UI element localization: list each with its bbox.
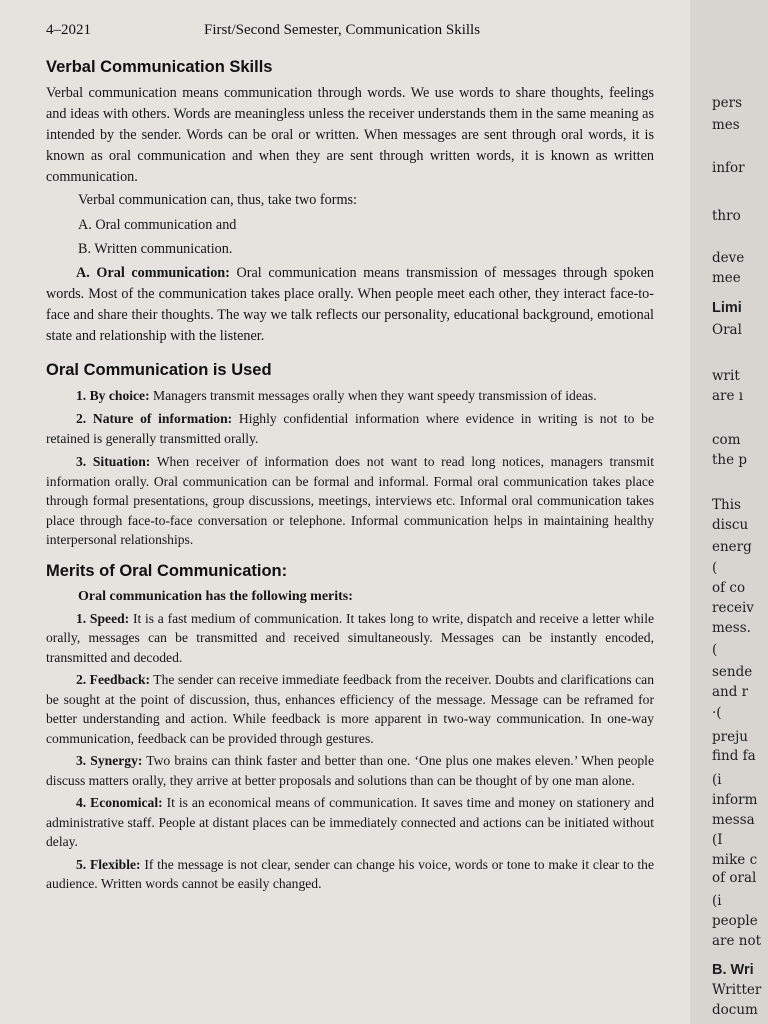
right-page-fragment: mes [712,117,740,133]
merit-item-label: 3. Synergy: [76,753,143,768]
right-page-fragment: Writter [712,982,762,998]
merit-item-label: 5. Flexible: [76,856,141,872]
merit-item-text: It is a fast medium of communication. It takes long to write, dispatch and receive a letter while orally, messages can be transmitted and received simultaneously. Messages can be instantly encoded, transmitted and decoded. [46,610,654,665]
right-page-fragment: Oral [712,322,742,338]
right-page-fragment: of co [712,580,746,596]
merit-item [46,751,654,790]
right-page-fragment: B. Wri [712,962,754,978]
right-page-fragment: are not [712,933,762,949]
form-a: A. Oral communication and [78,216,237,233]
merit-item-label: 1. Speed: [76,610,130,626]
merit-item-text: It is an economical means of communication. It saves time and money on stationery and administrative staff. People at distant places can be immediately connected and actions can be initiated without delay. [46,795,655,849]
right-page-fragment: pers [712,95,743,111]
used-item-text: When receiver of information does not want to read long notices, managers transmit information orally. Oral communication can be formal and informal. Formal oral communication takes place through formal presentations, group discussions, meetings, interviews etc. Informal oral communication takes place through face-to-face conversation or telephone. Informal communication helps in maintaining healthy interpersonal relationships. [46,454,654,547]
right-page-fragment: of oral [712,870,757,886]
used-item-label: 2. Nature of information: [76,411,233,426]
right-page-fragment: ( [712,642,718,658]
used-item [46,452,654,550]
right-page-fragment: energ [712,539,752,555]
right-page-fragment: and r [712,684,749,700]
right-page-fragment: sende [712,664,753,680]
right-page-fragment: preju [712,729,748,745]
page-content [46,58,654,894]
right-page-fragment: are ı [712,388,744,404]
right-page-fragment: messa [712,812,755,828]
right-page-fragment: receiv [712,600,754,616]
section-heading-merits: Merits of Oral Communication: [46,561,288,580]
right-page-fragment: mess. [712,620,751,636]
right-page-fragment: docum [712,1002,758,1018]
right-page-fragment: This [712,497,741,513]
used-item-label: 3. Situation: [76,454,151,469]
right-page-fragment: mee [712,270,741,286]
section-heading-oral-used: Oral Communication is Used [46,360,272,379]
right-page-fragment: thro [712,208,741,224]
right-page-fragment: inform [712,792,758,808]
merit-item [46,855,654,894]
right-page-fragment: infor [712,160,745,176]
oral-definition-label: A. Oral communication: [76,264,230,281]
intro-paragraph: Verbal communication means communication through words. We use words to share thoughts, feelings and ideas with others. Words are meaningless unless the receiver understands them in the same meaning as intended by the sender. Words can be oral or written. When messages are sent through oral words, it is known as oral communication and when they are sent through written words, it is known as written communication. [46,85,654,185]
right-page-fragment: ·( [712,705,722,721]
used-item [46,386,654,406]
right-page-fragment: deve [712,250,745,266]
section-heading-verbal: Verbal Communication Skills [46,58,273,76]
right-page-fragment: ( [712,560,718,576]
used-item-text: Highly confidential information where evidence in writing is not to be retained is generally transmitted orally. [46,411,654,446]
used-item-text: Managers transmit messages orally when they want speedy transmission of ideas. [149,387,597,403]
oral-definition-text: Oral communication means transmission of messages through spoken words. Most of the communication takes place orally. When people meet each other, they interact face-to- face and share their thoughts. The way we talk reflects our personality, educational background, emotional state and relationship with the listener. [46,264,654,344]
merits-lead: Oral communication has the following merits: [78,588,353,604]
merit-item-text: The sender can receive immediate feedback from the receiver. Doubts and clarifications can be sought at the point of discussion, thus, enhances efficiency of the message. Message can be reframed for better understanding and action. While feedback is more apparent in two-way communication. In one-way communication, feedback can be provided through gestures. [46,672,654,746]
used-item-label: 1. By choice: [76,387,150,403]
merit-item [46,609,654,668]
used-item [46,409,654,448]
page-number: 4–2021 [46,22,91,38]
merit-item [46,793,654,852]
oral-definition [46,263,654,347]
running-title: First/Second Semester, Communication Skills [204,22,481,38]
right-page-fragment: people [712,913,758,929]
right-page-fragment: (i [712,893,722,909]
forms-line: Verbal communication can, thus, take two forms: [78,192,357,208]
right-page-fragment: (i [712,772,722,788]
merit-item-label: 4. Economical: [76,795,163,810]
merit-item-text: If the message is not clear, sender can change his voice, words or tone to make it clear to the audience. Written words cannot be easily changed. [46,856,655,891]
merit-item [46,670,654,748]
merit-item-label: 2. Feedback: [76,672,151,687]
right-page-fragment: the p [712,452,748,468]
right-page-fragment: mike c [712,852,758,868]
right-page-fragment: find fa [712,748,756,764]
right-page-edge [690,0,768,1024]
right-page-fragment: Limi [712,300,742,316]
merit-item-text: Two brains can think faster and better than one. ‘One plus one makes eleven.’ When people discuss matters orally, they arrive at better proposals and solutions than can be thought of by one man alone. [46,753,654,788]
form-b: B. Written communication. [78,241,233,257]
right-page-fragment: writ [712,368,740,384]
right-page-fragment: com [712,432,741,448]
right-page-fragment: (I [712,832,723,848]
right-page-fragment: discu [712,517,749,533]
